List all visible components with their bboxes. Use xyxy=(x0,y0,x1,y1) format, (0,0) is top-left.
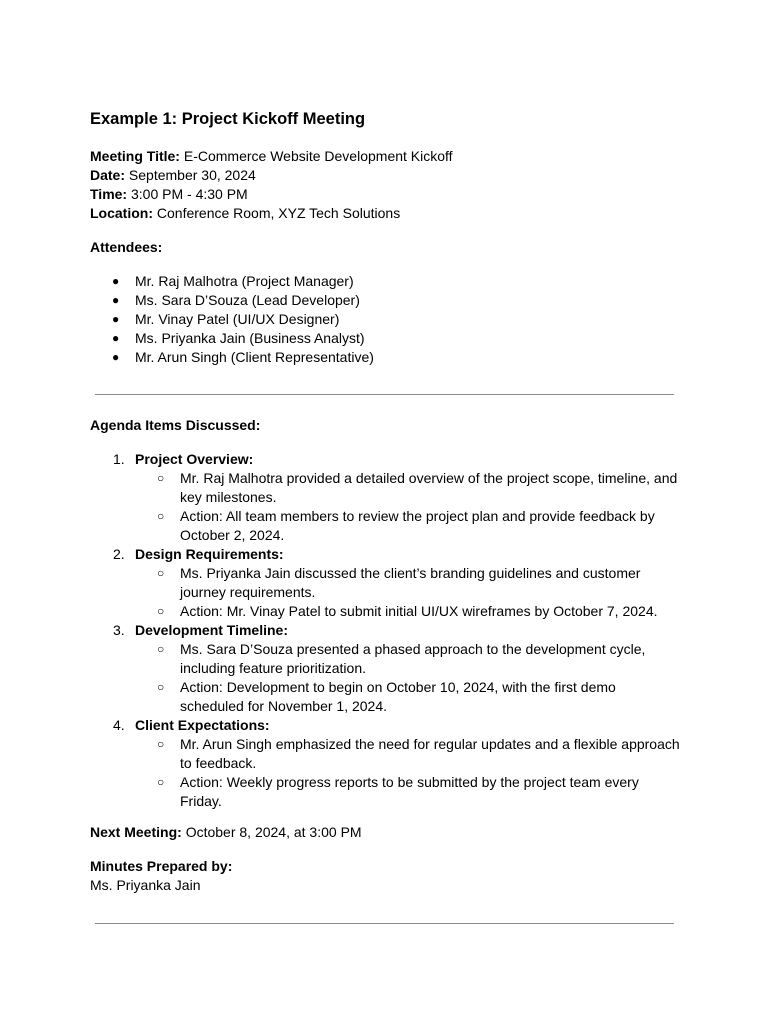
agenda-item-number: 2. xyxy=(113,546,125,562)
agenda-point xyxy=(90,773,690,811)
agenda-point-text: Action: Development to begin on October 10, 2024, with the first demo scheduled for November 1, 2024. xyxy=(180,679,616,714)
attendee-name: Mr. Arun Singh (Client Representative) xyxy=(135,349,374,365)
prepared-by-label: Minutes Prepared by: xyxy=(90,858,233,874)
next-meeting xyxy=(90,823,362,842)
circle-bullet-icon: ○ xyxy=(157,642,165,656)
bullet-icon: ● xyxy=(112,293,120,307)
agenda-point-text: Mr. Raj Malhotra provided a detailed overview of the project scope, timeline, and key milestones. xyxy=(180,470,678,505)
circle-bullet-icon: ○ xyxy=(157,566,165,580)
circle-bullet-icon: ○ xyxy=(157,471,165,485)
agenda-heading: Agenda Items Discussed: xyxy=(90,417,261,433)
prepared-by-value: Ms. Priyanka Jain xyxy=(90,877,201,893)
time-value: 3:00 PM - 4:30 PM xyxy=(130,186,248,202)
agenda-list xyxy=(90,450,690,811)
list-item xyxy=(90,272,374,291)
agenda-point xyxy=(90,640,690,678)
location-row xyxy=(90,204,453,223)
attendees-list xyxy=(90,272,374,367)
time-label: Time: xyxy=(90,186,128,202)
list-item xyxy=(90,310,374,329)
agenda-point-text: Ms. Sara D’Souza presented a phased approach to the development cycle, including feature prioritization. xyxy=(180,641,646,676)
attendee-name: Ms. Sara D’Souza (Lead Developer) xyxy=(135,292,360,308)
agenda-item xyxy=(90,450,690,469)
meeting-details xyxy=(90,147,453,223)
date-label: Date: xyxy=(90,167,126,183)
agenda-item-heading: Design Requirements: xyxy=(135,546,284,562)
circle-bullet-icon: ○ xyxy=(157,775,165,789)
list-item xyxy=(90,291,374,310)
bullet-icon: ● xyxy=(112,312,120,326)
agenda-point-text: Action: Weekly progress reports to be submitted by the project team every Friday. xyxy=(180,774,639,809)
agenda-point-text: Mr. Arun Singh emphasized the need for regular updates and a flexible approach to feedback. xyxy=(180,736,680,771)
date-row xyxy=(90,166,453,185)
location-value: Conference Room, XYZ Tech Solutions xyxy=(156,205,401,221)
attendees-heading: Attendees: xyxy=(90,239,163,255)
agenda-item-number: 3. xyxy=(113,622,125,638)
attendee-name: Ms. Priyanka Jain (Business Analyst) xyxy=(135,330,365,346)
circle-bullet-icon: ○ xyxy=(157,737,165,751)
agenda-item-number: 4. xyxy=(113,717,125,733)
agenda-item xyxy=(90,621,690,640)
bullet-icon: ● xyxy=(112,331,120,345)
agenda-item-number: 1. xyxy=(113,451,125,467)
meeting-title-row xyxy=(90,147,453,166)
agenda-item-heading: Development Timeline: xyxy=(135,622,289,638)
agenda-point-text: Ms. Priyanka Jain discussed the client’s branding guidelines and customer journey requirements. xyxy=(180,565,641,600)
minutes-prepared-by xyxy=(90,857,232,895)
date-value: September 30, 2024 xyxy=(128,167,256,183)
horizontal-divider xyxy=(95,394,674,395)
circle-bullet-icon: ○ xyxy=(157,680,165,694)
agenda-item xyxy=(90,545,690,564)
list-item xyxy=(90,348,374,367)
horizontal-divider xyxy=(95,923,674,924)
agenda-point-text: Action: Mr. Vinay Patel to submit initial UI/UX wireframes by October 7, 2024. xyxy=(180,603,658,619)
meeting-title-value: E-Commerce Website Development Kickoff xyxy=(183,148,453,164)
agenda-point xyxy=(90,678,690,716)
agenda-item-heading: Client Expectations: xyxy=(135,717,270,733)
attendee-name: Mr. Raj Malhotra (Project Manager) xyxy=(135,273,354,289)
agenda-item xyxy=(90,716,690,735)
circle-bullet-icon: ○ xyxy=(157,509,165,523)
agenda-point xyxy=(90,507,690,545)
next-meeting-label: Next Meeting: xyxy=(90,824,182,840)
agenda-point-text: Action: All team members to review the project plan and provide feedback by October 2, 2024. xyxy=(180,508,655,543)
bullet-icon: ● xyxy=(112,274,120,288)
attendee-name: Mr. Vinay Patel (UI/UX Designer) xyxy=(135,311,340,327)
meeting-title-label: Meeting Title: xyxy=(90,148,180,164)
time-row xyxy=(90,185,453,204)
next-meeting-value: October 8, 2024, at 3:00 PM xyxy=(185,824,362,840)
circle-bullet-icon: ○ xyxy=(157,604,165,618)
list-item xyxy=(90,329,374,348)
bullet-icon: ● xyxy=(112,350,120,364)
agenda-point xyxy=(90,469,690,507)
agenda-point xyxy=(90,602,690,621)
location-label: Location: xyxy=(90,205,153,221)
agenda-item-heading: Project Overview: xyxy=(135,451,254,467)
agenda-point xyxy=(90,735,690,773)
agenda-point xyxy=(90,564,690,602)
document-title: Example 1: Project Kickoff Meeting xyxy=(90,110,366,128)
